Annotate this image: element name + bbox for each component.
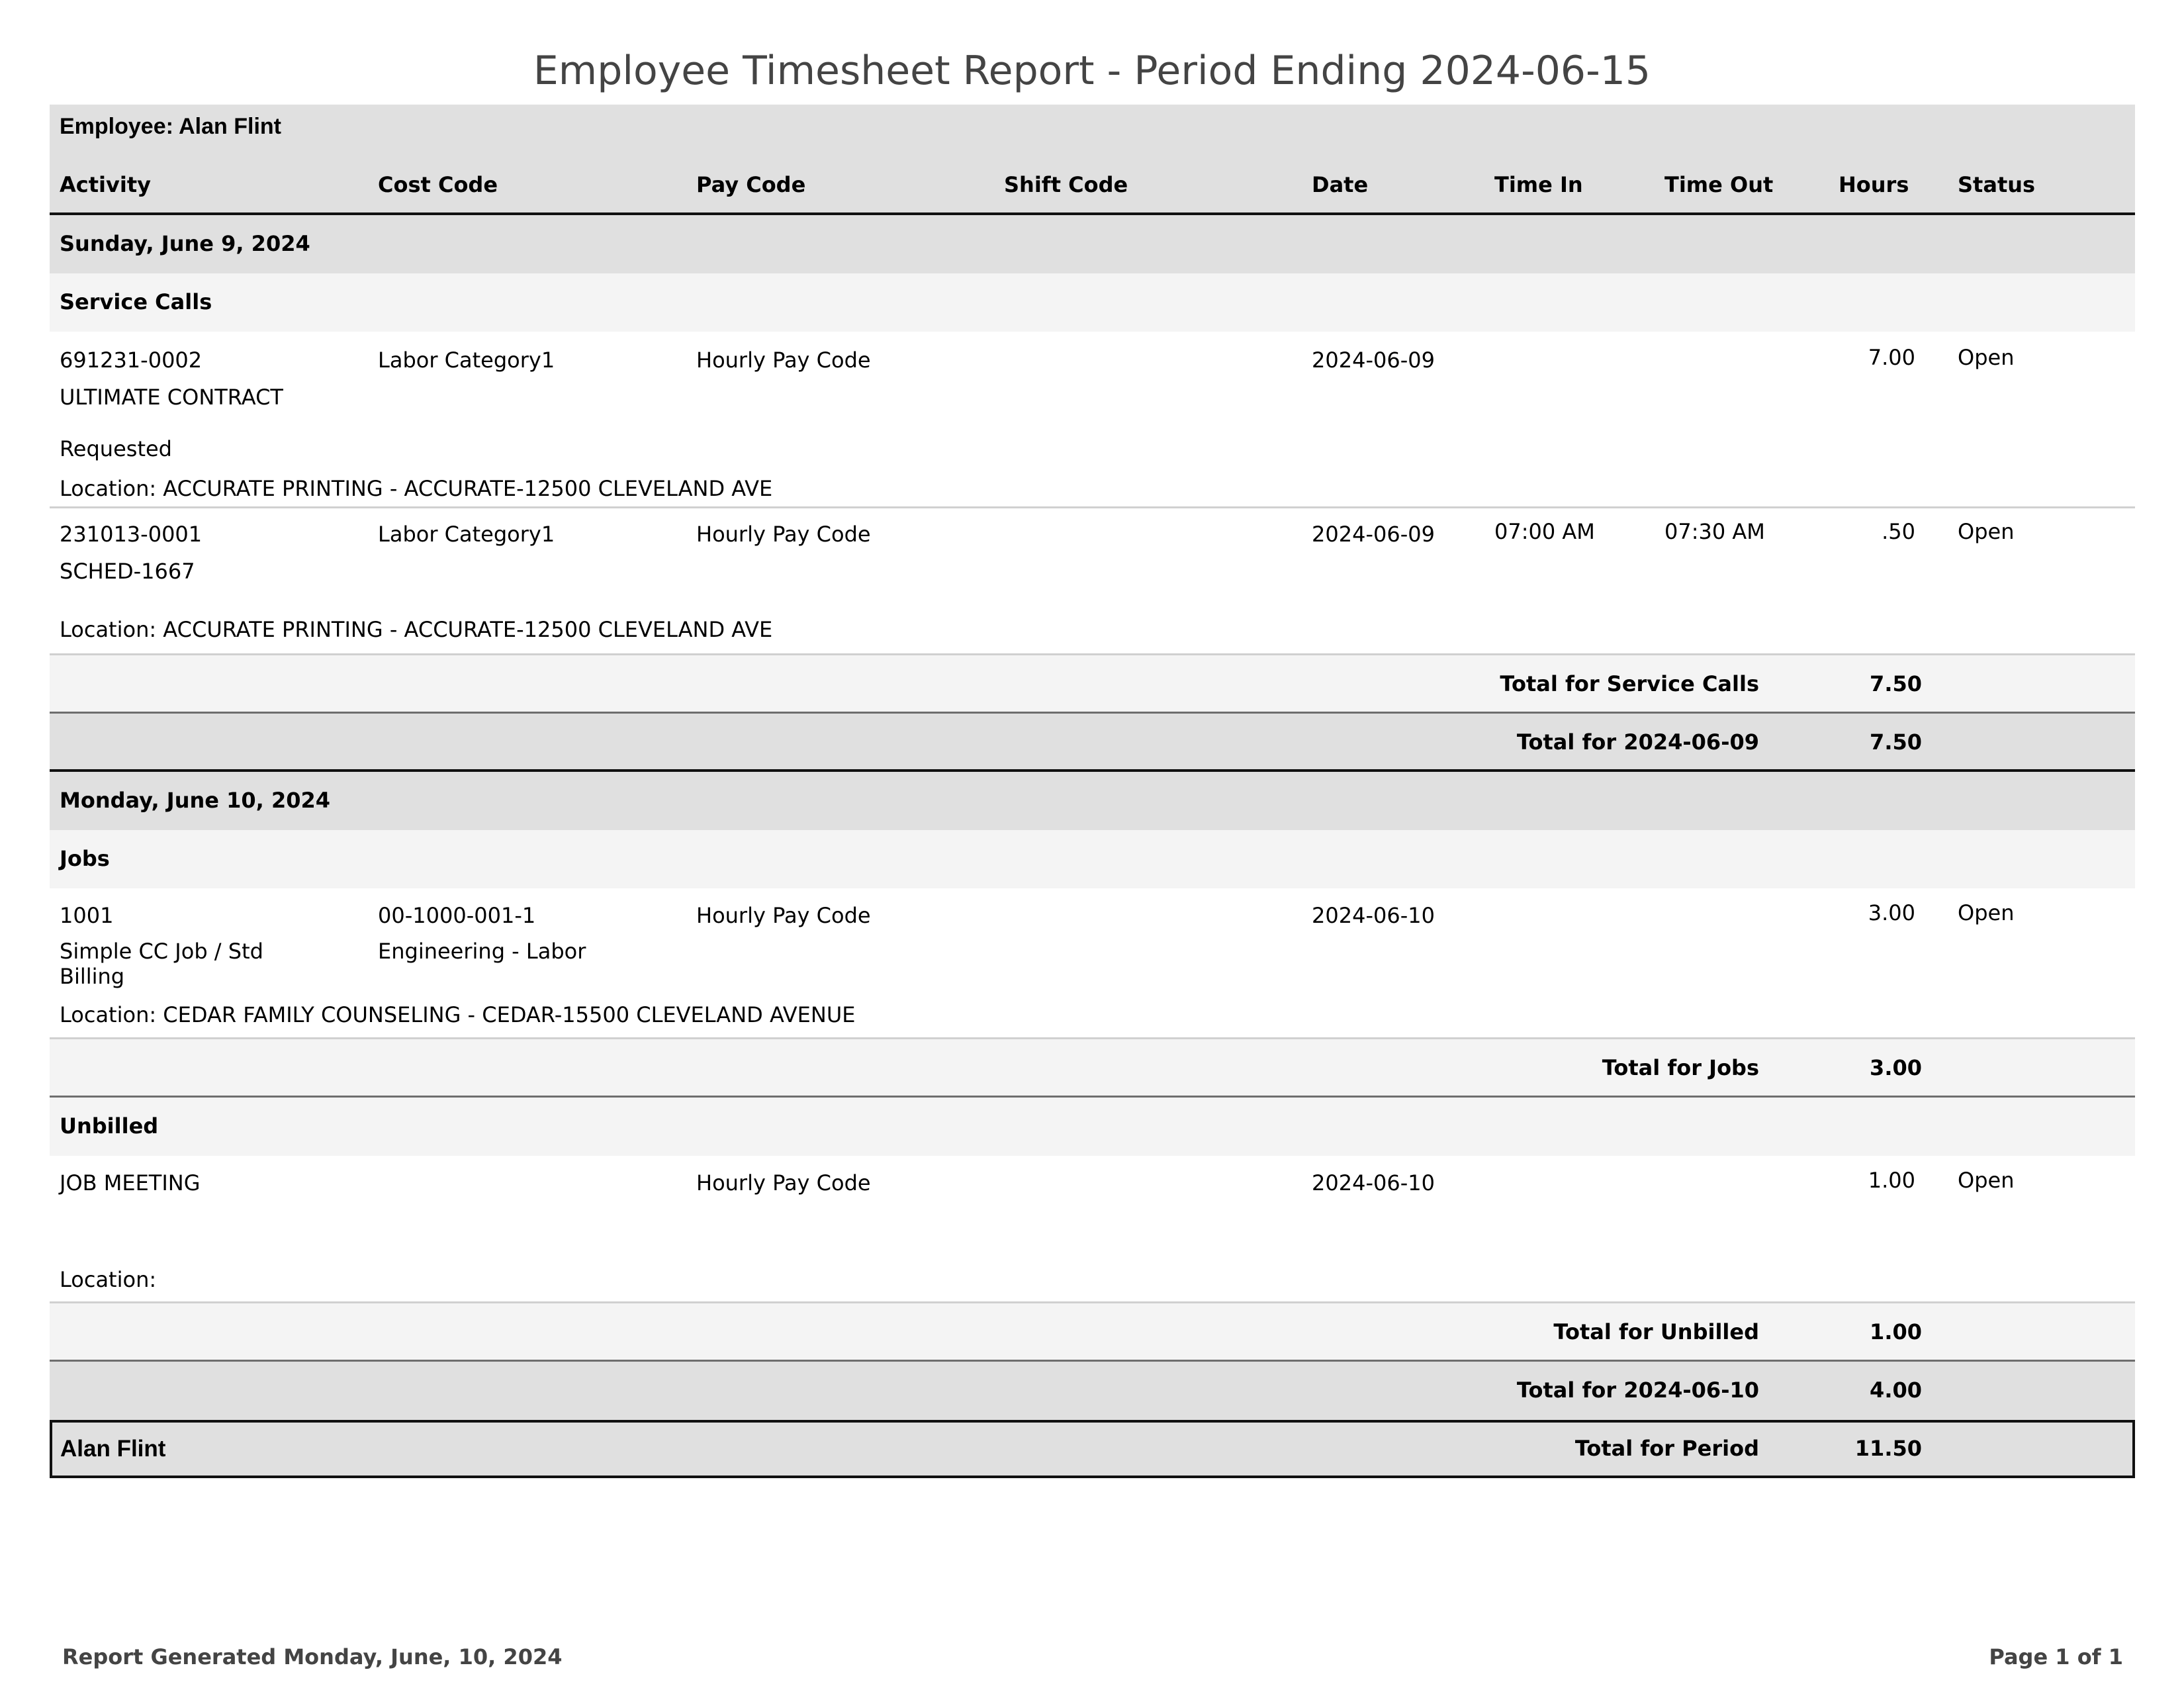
group-heading [50,1098,2135,1156]
activity-desc: ULTIMATE CONTRACT [60,385,283,410]
report-title: Employee Timesheet Report - Period Ending 2024-06-15 [533,48,1651,94]
day-total-row [50,714,2135,772]
group-heading [50,830,2135,888]
column-header-row [50,158,2135,215]
col-pay-code: Pay Code [696,172,806,197]
day-total-label: Total for 2024-06-09 [1516,729,1759,755]
group-total-label: Total for Unbilled [1553,1319,1759,1344]
cost-code-desc: Engineering - Labor [378,939,586,964]
day-total-row [50,1362,2135,1420]
col-status: Status [1958,172,2036,197]
date: 2024-06-10 [1312,903,1435,928]
col-cost-code: Cost Code [378,172,498,197]
table-row [50,332,2135,508]
page-number: Page 1 of 1 [1989,1644,2123,1669]
group-heading-label: Service Calls [60,289,212,314]
pay-code: Hourly Pay Code [696,1170,871,1196]
group-heading-label: Jobs [60,846,110,871]
status: Open [1958,900,2015,925]
group-total-label: Total for Jobs [1602,1055,1759,1080]
status: Open [1958,1168,2015,1193]
date: 2024-06-09 [1312,522,1435,547]
location: Location: ACCURATE PRINTING - ACCURATE-12500 CLEVELAND AVE [60,617,773,642]
day-total-value: 4.00 [1870,1378,1922,1403]
period-total-label: Total for Period [1574,1436,1759,1461]
period-total-value: 11.50 [1854,1436,1922,1461]
cost-code: Labor Category1 [378,522,555,547]
activity-desc-line2: Billing [60,964,125,989]
group-heading-label: Unbilled [60,1113,159,1139]
location: Location: ACCURATE PRINTING - ACCURATE-12500 CLEVELAND AVE [60,476,773,501]
status: Open [1958,345,2015,370]
group-total-row [50,655,2135,714]
pay-code: Hourly Pay Code [696,522,871,547]
col-time-in: Time In [1494,172,1583,197]
time-in: 07:00 AM [1494,519,1595,544]
day-heading-label: Monday, June 10, 2024 [60,788,330,813]
group-total-value: 1.00 [1870,1319,1922,1344]
cost-code: 00-1000-001-1 [378,903,536,928]
status: Open [1958,519,2015,544]
pay-code: Hourly Pay Code [696,348,871,373]
table-row [50,1156,2135,1303]
date: 2024-06-09 [1312,348,1435,373]
day-heading [50,215,2135,273]
activity-desc-line1: Simple CC Job / Std [60,939,263,964]
employee-row [50,105,2135,158]
activity: 1001 [60,903,114,928]
activity-desc: SCHED-1667 [60,559,195,584]
activity: 231013-0001 [60,522,203,547]
period-total-row [50,1420,2135,1478]
col-date: Date [1312,172,1369,197]
report-generated-date: Report Generated Monday, June, 10, 2024 [62,1644,563,1669]
date: 2024-06-10 [1312,1170,1435,1196]
col-time-out: Time Out [1664,172,1774,197]
day-heading-label: Sunday, June 9, 2024 [60,231,310,256]
group-total-label: Total for Service Calls [1500,671,1759,696]
group-total-value: 3.00 [1870,1055,1922,1080]
pay-code: Hourly Pay Code [696,903,871,928]
day-heading [50,772,2135,830]
period-employee-name: Alan Flint [60,1436,166,1462]
time-out: 07:30 AM [1664,519,1765,544]
table-row [50,508,2135,655]
col-shift-code: Shift Code [1004,172,1128,197]
activity: 691231-0002 [60,348,203,373]
col-hours: Hours [1839,172,1909,197]
hours: 3.00 [1868,900,1915,925]
col-activity: Activity [60,172,151,197]
location: Location: [60,1267,157,1292]
entry-note: Requested [60,436,172,461]
timesheet-table [50,105,2135,1478]
activity: JOB MEETING [60,1170,201,1196]
group-total-value: 7.50 [1870,671,1922,696]
day-total-label: Total for 2024-06-10 [1516,1378,1759,1403]
group-heading [50,273,2135,332]
group-total-row [50,1303,2135,1362]
cost-code: Labor Category1 [378,348,555,373]
hours: .50 [1882,519,1915,544]
day-total-value: 7.50 [1870,729,1922,755]
hours: 1.00 [1868,1168,1915,1193]
location: Location: CEDAR FAMILY COUNSELING - CEDAR-15500 CLEVELAND AVENUE [60,1002,856,1027]
group-total-row [50,1039,2135,1098]
hours: 7.00 [1868,345,1915,370]
employee-label: Employee: Alan Flint [60,114,282,139]
table-row [50,888,2135,1039]
